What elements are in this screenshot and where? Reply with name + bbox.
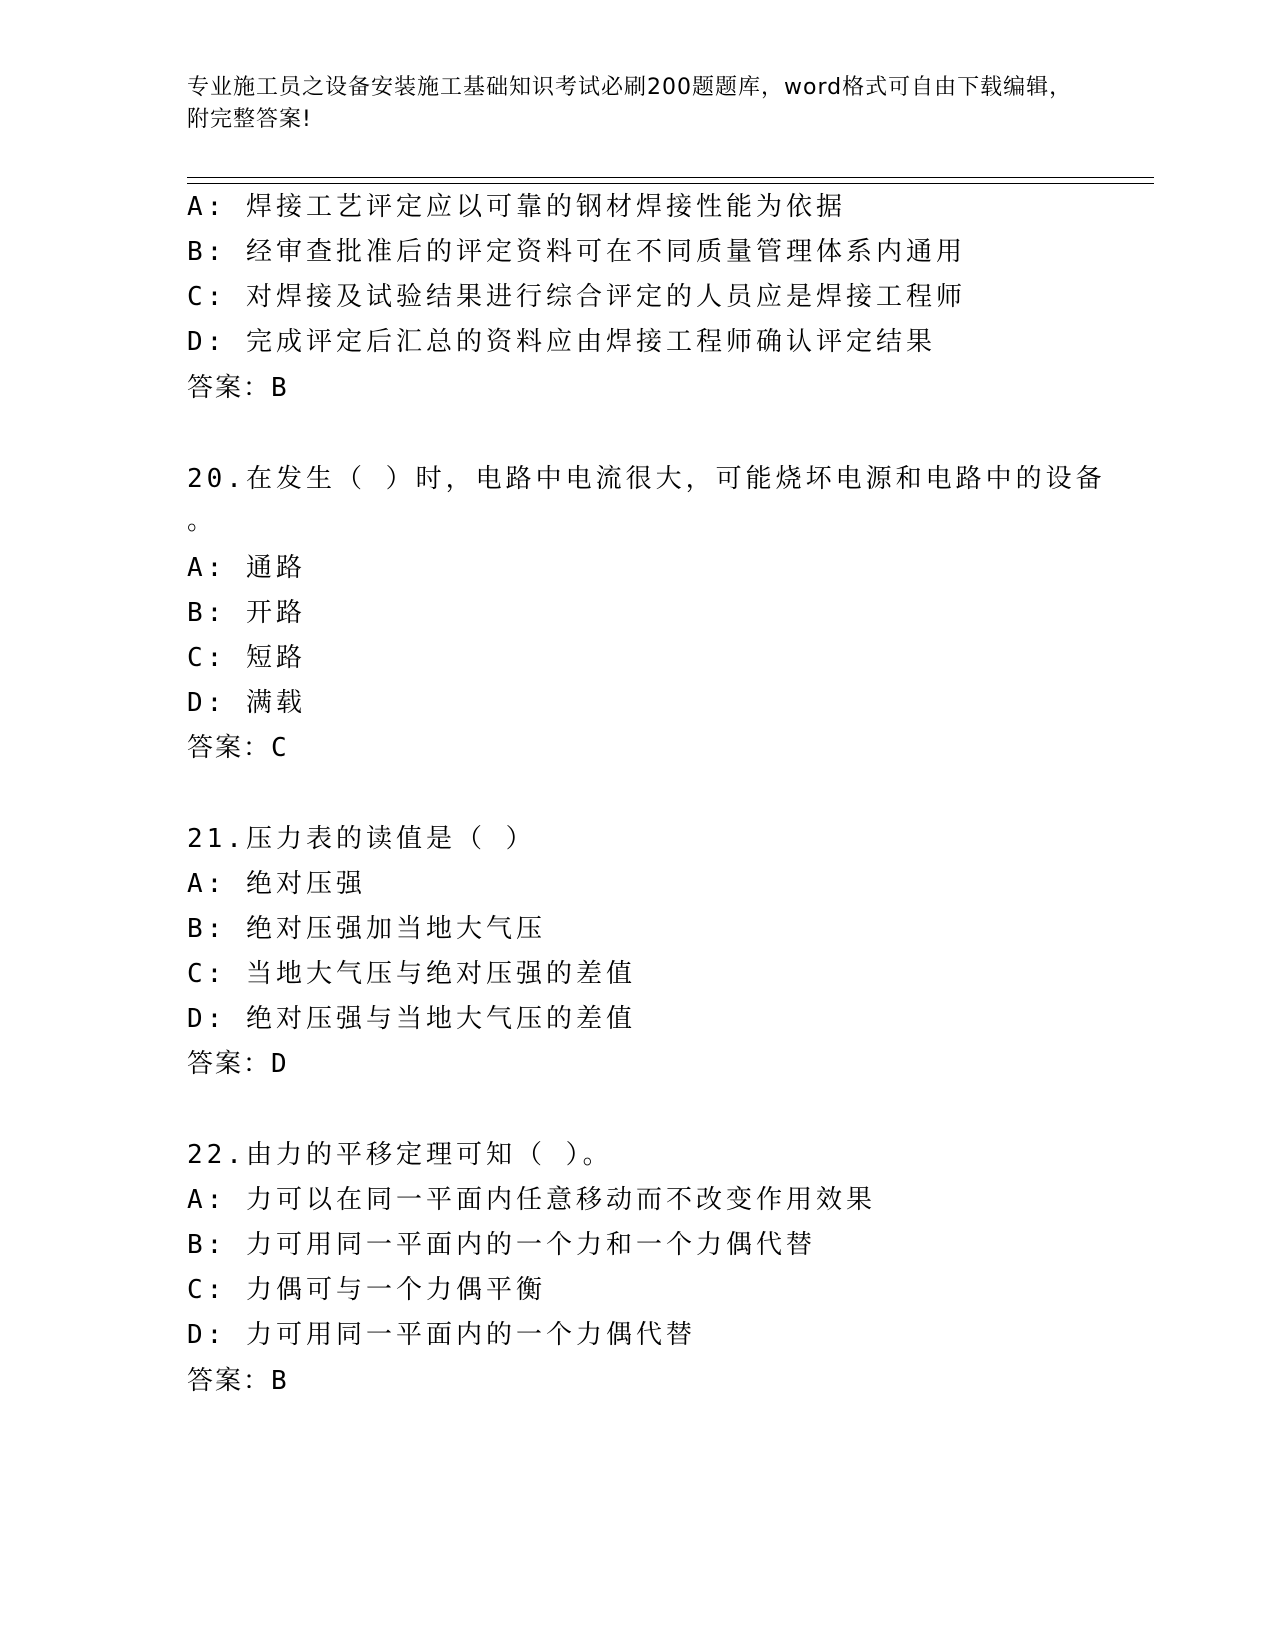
question-stem: 21.压力表的读值是（ ） [187,824,536,854]
header-rule-top [187,177,1154,178]
option-c: C: 短路 [187,643,306,673]
option-c: C: 力偶可与一个力偶平衡 [187,1275,546,1305]
option-d: D: 满载 [187,688,306,718]
answer-label: 答案： [187,1366,272,1396]
answer-line [187,732,289,764]
option-b: B: 绝对压强加当地大气压 [187,914,546,944]
answer-value: C [271,733,289,763]
document-header: 专业施工员之设备安装施工基础知识考试必刷200题题库，word格式可自由下载编辑，附完整答案! [187,75,1073,132]
answer-line [187,1365,289,1397]
option-a: A: 绝对压强 [187,869,366,899]
option-d: D: 完成评定后汇总的资料应由焊接工程师确认评定结果 [187,327,936,357]
header-rule-bottom [187,183,1154,184]
option-a: A: 焊接工艺评定应以可靠的钢材焊接性能为依据 [187,192,846,222]
option-b: B: 力可用同一平面内的一个力和一个力偶代替 [187,1230,816,1260]
option-d: D: 绝对压强与当地大气压的差值 [187,1004,636,1034]
option-a: A: 力可以在同一平面内任意移动而不改变作用效果 [187,1185,876,1215]
option-d: D: 力可用同一平面内的一个力偶代替 [187,1320,696,1350]
option-b: B: 经审查批准后的评定资料可在不同质量管理体系内通用 [187,237,966,267]
answer-line [187,372,289,404]
answer-value: D [271,1049,289,1079]
option-a: A: 通路 [187,553,306,583]
answer-line [187,1048,289,1080]
question-stem-continuation: 。 [187,506,218,536]
answer-label: 答案： [187,373,272,403]
question-stem: 20.在发生（ ）时，电路中电流很大，可能烧坏电源和电路中的设备 [187,464,1106,494]
option-c: C: 对焊接及试验结果进行综合评定的人员应是焊接工程师 [187,282,966,312]
answer-value: B [271,1366,289,1396]
question-stem: 22.由力的平移定理可知（ ）。 [187,1140,613,1170]
answer-value: B [271,373,289,403]
answer-label: 答案： [187,733,272,763]
answer-label: 答案： [187,1049,272,1079]
option-b: B: 开路 [187,598,306,628]
option-c: C: 当地大气压与绝对压强的差值 [187,959,636,989]
